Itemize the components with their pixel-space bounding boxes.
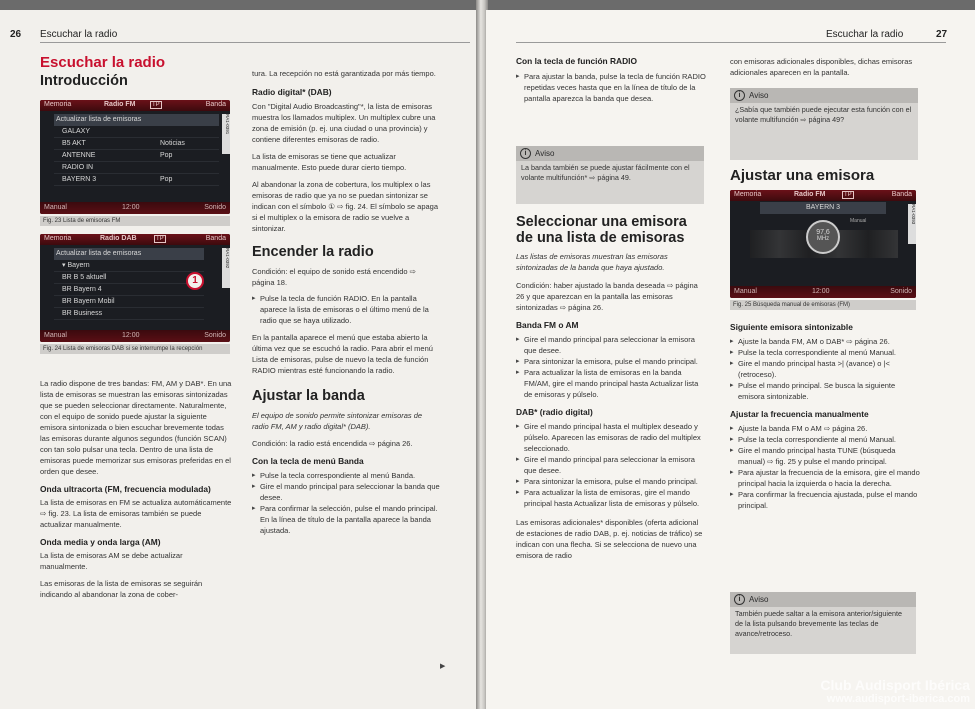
fig24-tp: TP (156, 236, 164, 242)
station-name: Actualizar lista de emisoras (56, 250, 142, 257)
station-name: ANTENNE (62, 152, 96, 159)
fig23-bottombar (40, 202, 230, 214)
list-item: ▸ Gire el mando principal hasta el multiplex deseado y púlselo. Aparecen las emisoras de radio del multiplex seleccionado. (516, 421, 706, 454)
func-radio-steps (516, 71, 706, 104)
aviso-1-text: La banda también se puede ajustar fácilmente con el volante multifunción* ⇨ página 49. (521, 163, 690, 182)
running-header-right: Escuchar la radio (826, 29, 904, 40)
fig23-station-list (54, 114, 219, 186)
fig25-frequency: 97,6 (816, 229, 830, 236)
right-page (486, 10, 975, 709)
am-paragraph: La lista de emisoras AM se debe actualizar manualmente. (40, 551, 183, 571)
station-name: RADIO IN (62, 164, 94, 171)
fig24-memoria: Memoria (44, 235, 72, 242)
heading-frecuencia: Ajustar la frecuencia manualmente (730, 409, 869, 419)
fig25-memoria: Memoria (734, 191, 762, 198)
aviso-2-text: ¿Sabía que también puede ejecutar esta función con el volante multifunción ⇨ página 49? (735, 105, 912, 124)
fig24-bottombar (40, 330, 230, 342)
fig25-tp: TP (844, 192, 852, 198)
screen-list-row (54, 272, 204, 284)
heading-encender: Encender la radio (252, 244, 374, 260)
fig25-side-code: RA1-0393 (908, 204, 916, 244)
right-column-2 (730, 56, 920, 78)
dab-paragraph-1: Con "Digital Audio Broadcasting"*, la lista de emisoras muestra los llamados multiplex. Un multiplex cubre una zona de emisión (p. ej. una ciudad o una provincia) y contiene diferentes emisoras de radio. (252, 102, 436, 144)
dab-paragraph-2: La lista de emisoras se tiene que actualizar manualmente. Esto puede durar cierto tiempo. (252, 152, 407, 172)
fm-paragraph: La lista de emisoras en FM se actualiza automáticamente ⇨ fig. 23. La lista de emisoras también se puede actualizar manualmente. (40, 498, 232, 529)
header-rule-right (516, 42, 946, 43)
heading-seleccionar: Seleccionar una emisora de una lista de emisoras (516, 214, 687, 246)
list-item: ▸ Pulse la tecla correspondiente al menú Manual. (730, 434, 922, 445)
heading-fm: Onda ultracorta (FM, frecuencia modulada) (40, 484, 211, 494)
station-name: BR Bayern Mobil (62, 298, 115, 305)
screen-list-row (54, 174, 219, 186)
dab-steps (516, 421, 706, 509)
fig25-manual: Manual (734, 288, 757, 295)
heading-am: Onda media y onda larga (AM) (40, 537, 161, 547)
fig24-clock: 12:00 (122, 332, 140, 339)
station-name: BAYERN 3 (62, 176, 97, 183)
screen-list-row (54, 162, 219, 174)
list-item: ▸ Gire el mando principal para seleccionar la emisora que desee. (516, 334, 706, 356)
screen-list-row (54, 114, 219, 126)
fig24-caption: Fig. 24 Lista de emisoras DAB si se interrumpe la recepción (40, 344, 230, 354)
heading-banda: Ajustar la banda (252, 388, 365, 404)
banda-condition: Condición: la radio está encendida ⇨ página 26. (252, 439, 413, 448)
list-item: ▸ Pulse el mando principal. Se busca la siguiente emisora sintonizable. (730, 380, 922, 402)
coverage-paragraph: Las emisoras de la lista de emisoras se seguirán indicando al abandonar la zona de cober- (40, 579, 203, 599)
page-number-right: 27 (936, 29, 948, 40)
fig23-topbar (40, 100, 230, 111)
list-item: ▸ Pulse la tecla correspondiente al menú Banda. (252, 470, 440, 481)
fig24-station-list (54, 248, 204, 320)
aviso-3-text: También puede saltar a la emisora anterior/siguiente de la lista pulsando brevemente las teclas de avance/retroceso. (735, 609, 903, 638)
fig23-sonido: Sonido (204, 204, 226, 211)
list-item: ▸ Para confirmar la frecuencia ajustada, pulse el mando principal. (730, 489, 922, 511)
fig24-sonido: Sonido (204, 332, 226, 339)
fig23-tp: TP (152, 102, 160, 108)
list-item: ▸ Ajuste la banda FM o AM ⇨ página 26. (730, 423, 922, 434)
right-column-1b (516, 214, 706, 561)
fig25-bottombar (730, 286, 916, 298)
menu-banda-steps (252, 470, 440, 536)
list-item: ▸ Gire el mando principal para seleccionar la emisora que desee. (516, 454, 706, 476)
running-header-left: Escuchar la radio (40, 29, 118, 40)
list-item: ▸ Gire el mando principal para seleccionar la banda que desee. (252, 481, 440, 503)
right-column-1 (516, 56, 706, 104)
fig25-topbar (730, 190, 916, 201)
aviso-1 (516, 146, 704, 204)
watermark (820, 677, 970, 705)
encender-step: ▸ Pulse la tecla de función RADIO. En la pantalla aparece la lista de emisoras o el último menú de la radio que se haya utilizado. (252, 293, 440, 326)
left-page (0, 10, 478, 709)
fig25-manual-tag: Manual (850, 218, 867, 224)
fig23-screen (40, 100, 230, 214)
fig24-manual: Manual (44, 332, 67, 339)
screen-list-row (54, 260, 204, 272)
fig24-topbar (40, 234, 230, 245)
list-item: ▸ Pulse la tecla correspondiente al menú Manual. (730, 347, 922, 358)
siguiente-steps (730, 336, 922, 402)
banda-intro: El equipo de sonido permite sintonizar emisoras de radio FM, AM y radio digital* (DAB). (252, 411, 423, 431)
fig24-side-code: RA1-0392 (222, 248, 230, 288)
screen-list-row (54, 126, 219, 138)
info-icon: i (734, 594, 745, 605)
fig25-caption: Fig. 25 Búsqueda manual de emisoras (FM) (730, 300, 916, 310)
station-name: BR Business (62, 310, 103, 317)
heading-siguiente: Siguiente emisora sintonizable (730, 322, 853, 332)
screen-list-row (54, 138, 219, 150)
heading-dab-right: DAB* (radio digital) (516, 407, 593, 417)
station-genre: Noticias (160, 140, 185, 147)
aviso-3 (730, 592, 916, 654)
station-name: BR Bayern 4 (62, 286, 102, 293)
station-name: B5 AKT (62, 140, 86, 147)
aviso-3-title: Aviso (749, 595, 769, 604)
watermark-url: www.audisport-iberica.com (826, 693, 970, 705)
screen-list-row (54, 248, 204, 260)
fig25-sonido: Sonido (890, 288, 912, 295)
dab-paragraph-3: Al abandonar la zona de cobertura, los multiplex o las emisoras de radio que ya no se puedan sintonizar se indican con el símbolo ① ⇨ fig. 24. El símbolo se apaga si el multiplex o la emisora de radio se vuelve a sintonizar. (252, 180, 439, 233)
encender-condition: Condición: el equipo de sonido está encendido ⇨ página 18. (252, 267, 416, 287)
fig24-callout: 1 (186, 272, 204, 290)
fig25-station: BAYERN 3 (760, 202, 886, 214)
fig24-screen (40, 234, 230, 342)
fig25-screen (730, 190, 916, 298)
list-item: ▸ Para confirmar la selección, pulse el mando principal. En la línea de título de la pantalla aparece la banda ajustada. (252, 503, 440, 536)
seleccionar-condition: Condición: haber ajustado la banda deseada ⇨ página 26 y que aparezcan en la pantalla las emisoras sintonizadas ⇨ página 26. (516, 281, 698, 312)
screen-list-row (54, 308, 204, 320)
fig25-knob (806, 220, 840, 254)
screen-list-row (54, 150, 219, 162)
intro-paragraph: La radio dispone de tres bandas: FM, AM y DAB*. En una lista de emisoras se muestran las emisoras sintonizadas que se pueden seleccionar directamente. Naturalmente, con el equipo de sonido puede ajustar la siguiente emisora sintonizada o bien escuchar brevemente todas las emisoras durante algunos segundos (función SCAN) con tan solo pulsar una tecla. Dentro de una lista de emisoras puede memorizar sus emisoras preferidas en el orden que desee. (40, 379, 232, 476)
fig25-clock: 12:00 (812, 288, 830, 295)
header-rule (40, 42, 470, 43)
adicionales-paragraph: Las emisoras adicionales* disponibles (oferta adicional de estaciones de radio DAB, p. ej. noticias de tráfico) se indican con una flecha. Si se selecciona de nuevo una emisora de radio (516, 518, 703, 560)
info-icon: i (520, 148, 531, 159)
fig25-unit: MHz (816, 236, 830, 242)
screen-list-row (54, 284, 204, 296)
right-column-2b (730, 322, 922, 511)
left-col1-text (40, 378, 232, 600)
station-genre: Pop (160, 152, 173, 159)
fig24-banda: Banda (205, 235, 226, 242)
aviso-2 (730, 88, 918, 160)
chapter-title: Escuchar la radio (40, 54, 166, 71)
seleccionar-intro: Las listas de emisoras muestran las emisoras sintonizadas de la banda que haya ajustado. (516, 252, 668, 272)
encender-steps (252, 293, 440, 326)
heading-dab: Radio digital* (DAB) (252, 87, 332, 97)
heading-fmam: Banda FM o AM (516, 320, 579, 330)
fig23-caption: Fig. 23 Lista de emisoras FM (40, 216, 230, 226)
page-number-left: 26 (10, 29, 22, 40)
screen-list-row (54, 296, 204, 308)
fig23-title: Radio FM (104, 101, 136, 108)
left-column-2 (252, 68, 440, 536)
fig23-manual: Manual (44, 204, 67, 211)
watermark-club: Club Audisport Ibérica (820, 677, 970, 693)
list-item: ▸ Gire el mando principal hasta >| (avance) o |< (retroceso). (730, 358, 922, 380)
fig24-title: Radio DAB (100, 235, 137, 242)
info-icon: i (734, 90, 745, 101)
list-item: ▸ Para actualizar la lista de emisoras en la banda FM/AM, gire el mando principal hasta Actualizar lista de emisoras y púlselo. (516, 367, 706, 400)
adicionales-cont: con emisoras adicionales disponibles, dichas emisoras adicionales aparecen en la pantalla. (730, 57, 913, 77)
fig25-title: Radio FM (794, 191, 826, 198)
station-name: ▾ Bayern (62, 262, 90, 269)
list-item: ▸ Ajuste la banda FM, AM o DAB* ⇨ página 26. (730, 336, 922, 347)
func-radio-step: ▸ Para ajustar la banda, pulse la tecla de función RADIO repetidas veces hasta que en la línea de título de la pantalla aparezca la banda que desea. (516, 71, 706, 104)
fig25-banda: Banda (891, 191, 912, 198)
heading-func-radio: Con la tecla de función RADIO (516, 56, 637, 66)
aviso-2-title: Aviso (749, 91, 769, 100)
fig23-memoria: Memoria (44, 101, 72, 108)
fig23-banda: Banda (205, 101, 226, 108)
section-intro: Introducción (40, 73, 128, 89)
fig23-clock: 12:00 (122, 204, 140, 211)
station-name: GALAXY (62, 128, 91, 135)
list-item: ▸ Gire el mando principal hasta TUNE (búsqueda manual) ⇨ fig. 25 y pulse el mando principal. (730, 445, 922, 467)
heading-menu-banda: Con la tecla de menú Banda (252, 456, 364, 466)
aviso-1-title: Aviso (535, 149, 555, 158)
station-name: Actualizar lista de emisoras (56, 116, 142, 123)
station-genre: Pop (160, 176, 173, 183)
station-name: BR B 5 aktuell (62, 274, 107, 281)
left-column-1 (40, 54, 235, 89)
encender-paragraph: En la pantalla aparece el menú que estaba abierto la última vez que se escuchó la radio. Para abrir el menú Lista de emisoras, pulse de nuevo la tecla de función RADIO mientras esté funcionando la radio. (252, 333, 433, 375)
coverage-cont: tura. La recepción no está garantizada por más tiempo. (252, 69, 436, 78)
continue-arrow-icon: ▶ (440, 663, 446, 670)
list-item: ▸ Para ajustar la frecuencia de la emisora, gire el mando principal hacia la izquierda o hacia la derecha. (730, 467, 922, 489)
frecuencia-steps (730, 423, 922, 511)
list-item: ▸ Para sintonizar la emisora, pulse el mando principal. (516, 356, 706, 367)
fmam-steps (516, 334, 706, 400)
list-item: ▸ Para sintonizar la emisora, pulse el mando principal. (516, 476, 706, 487)
fig23-side-code: RA1-0391 (222, 114, 230, 154)
list-item: ▸ Para actualizar la lista de emisoras, gire el mando principal hasta Actualizar lista de emisoras y púlselo. (516, 487, 706, 509)
heading-ajustar-emisora: Ajustar una emisora (730, 167, 875, 184)
